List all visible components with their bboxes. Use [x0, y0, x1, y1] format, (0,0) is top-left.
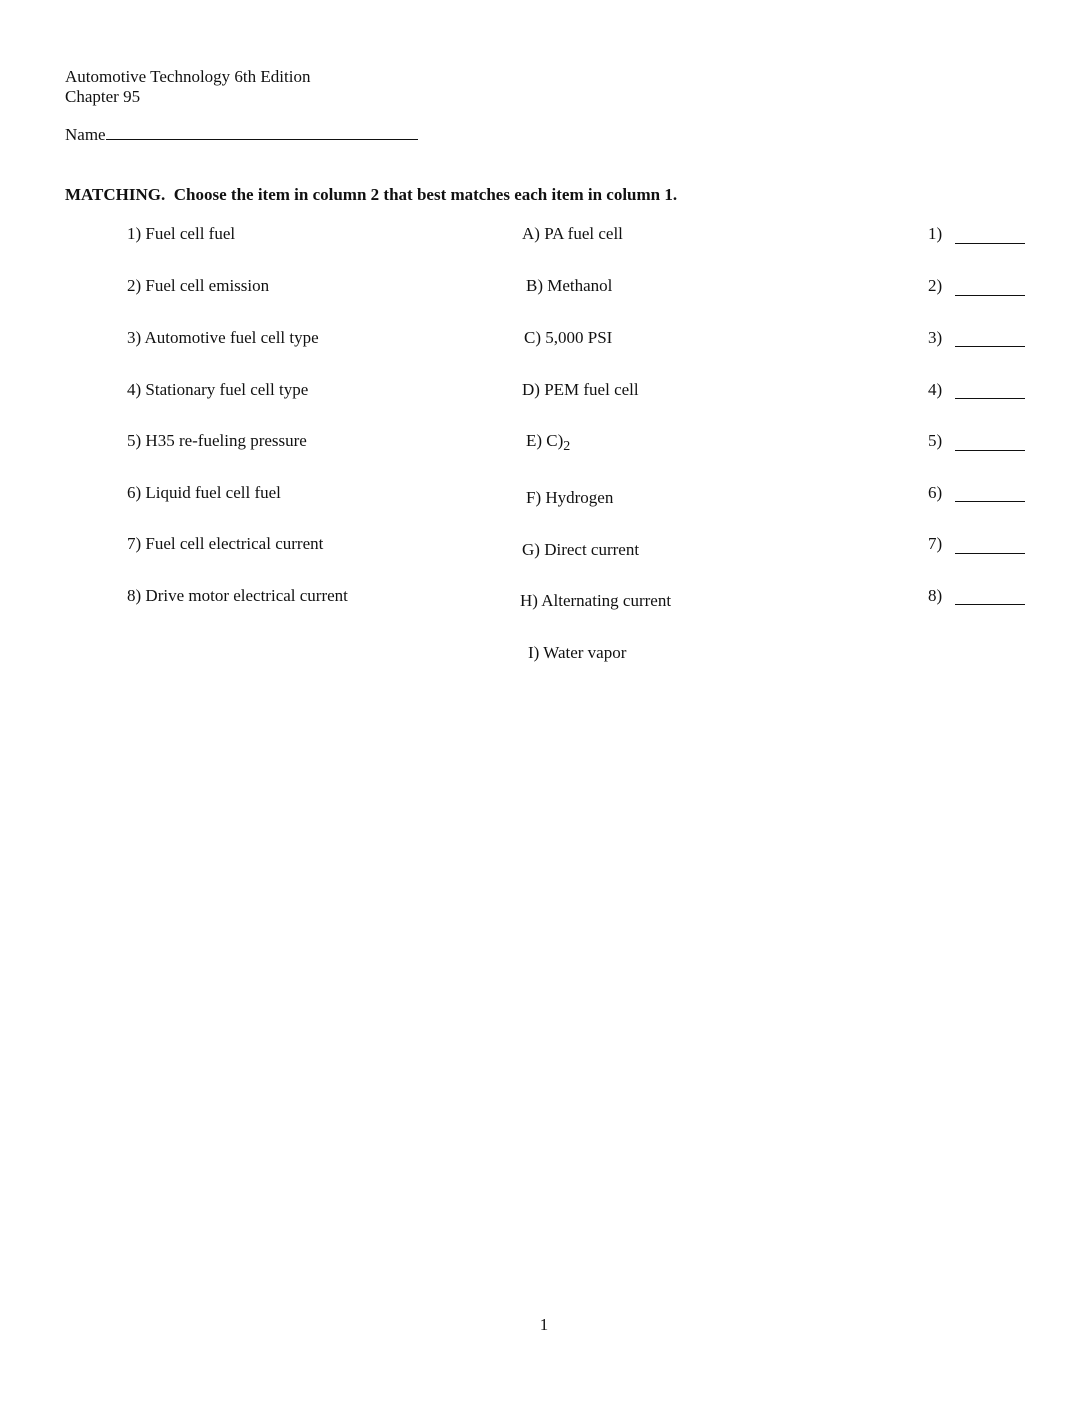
page-number: 1	[539, 1315, 549, 1334]
col1-item: 6) Liquid fuel cell fuel	[127, 483, 281, 502]
col1-item: 3) Automotive fuel cell type	[127, 328, 319, 347]
col2-item: H) Alternating current	[520, 591, 672, 610]
answer-number: 3)	[928, 328, 943, 347]
col1-item: 1) Fuel cell fuel	[127, 224, 236, 243]
col2-item: I) Water vapor	[528, 643, 627, 662]
instructions	[65, 185, 677, 205]
name-row	[65, 125, 418, 145]
answer-number: 2)	[928, 276, 943, 295]
book-title: Automotive Technology 6th Edition	[65, 67, 311, 86]
answer-number: 5)	[928, 431, 943, 450]
col2-item-e-label: E) C)	[526, 431, 564, 450]
answer-blank-1[interactable]	[955, 243, 1025, 244]
answer-number: 1)	[928, 224, 943, 243]
col2-item-e	[526, 431, 570, 455]
answer-number: 8)	[928, 586, 943, 605]
col2-item: D) PEM fuel cell	[522, 380, 639, 399]
col1-item: 8) Drive motor electrical current	[127, 586, 348, 605]
answer-blank-6[interactable]	[955, 501, 1025, 502]
col1-item: 5) H35 re-fueling pressure	[127, 431, 307, 450]
col1-item: 7) Fuel cell electrical current	[127, 534, 324, 553]
answer-number: 7)	[928, 534, 943, 553]
col2-item: C) 5,000 PSI	[524, 328, 613, 347]
answer-blank-5[interactable]	[955, 450, 1025, 451]
answer-blank-3[interactable]	[955, 346, 1025, 347]
col1-item: 2) Fuel cell emission	[127, 276, 270, 295]
answer-blank-8[interactable]	[955, 604, 1025, 605]
answer-blank-4[interactable]	[955, 398, 1025, 399]
name-field[interactable]	[106, 125, 418, 140]
answer-blank-2[interactable]	[955, 295, 1025, 296]
instructions-heading: MATCHING.	[65, 185, 166, 204]
col2-item: G) Direct current	[522, 540, 640, 559]
col2-item: A) PA fuel cell	[522, 224, 623, 243]
col2-item: B) Methanol	[526, 276, 613, 295]
answer-blank-7[interactable]	[955, 553, 1025, 554]
name-label: Name	[65, 125, 106, 144]
col1-item: 4) Stationary fuel cell type	[127, 380, 309, 399]
col2-item: F) Hydrogen	[526, 488, 614, 507]
answer-number: 4)	[928, 380, 943, 399]
col2-item-e-subscript: 2	[563, 439, 571, 454]
chapter-label: Chapter 95	[65, 87, 141, 106]
instructions-text: Choose the item in column 2 that best matches each item in column 1.	[173, 185, 678, 204]
answer-number: 6)	[928, 483, 943, 502]
